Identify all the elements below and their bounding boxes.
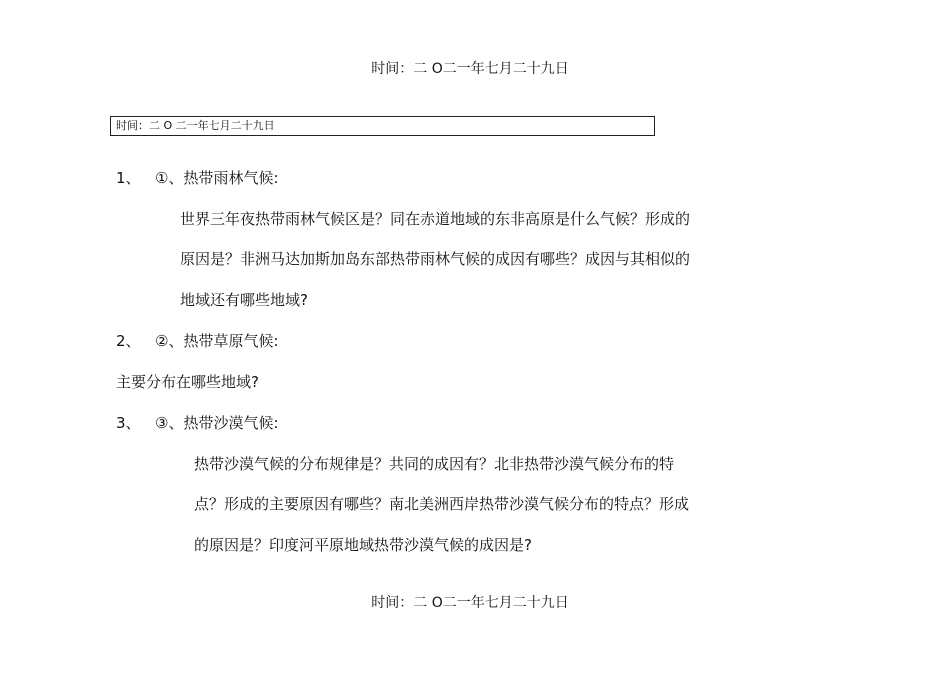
section-3-line-2: 点？形成的主要原因有哪些？南北美洲西岸热带沙漠气候分布的特点？形成: [194, 495, 690, 513]
section-1-number: 1、: [116, 169, 141, 187]
section-1-title: ①、热带雨林气候:: [155, 169, 279, 187]
section-3-title: ③、热带沙漠气候:: [155, 414, 279, 432]
section-1-line-2: 原因是？非洲马达加斯加岛东部热带雨林气候的成因有哪些？成因与其相似的: [180, 250, 691, 268]
boxed-header-date: 时间：二 O 二一年七月二十九日: [110, 116, 655, 136]
page-header-date: 时间：二 O二一年七月二十九日: [371, 61, 569, 77]
section-2-title: ②、热带草原气候:: [155, 332, 279, 350]
section-2-number: 2、: [116, 332, 141, 350]
section-3-number: 3、: [116, 414, 141, 432]
section-3-line-1: 热带沙漠气候的分布规律是？共同的成因有？北非热带沙漠气候分布的特: [194, 455, 675, 473]
section-3-line-3: 的原因是？印度河平原地域热带沙漠气候的成因是?: [194, 536, 532, 554]
section-2-line-1: 主要分布在哪些地域?: [116, 373, 259, 391]
section-1-line-3: 地域还有哪些地域?: [180, 291, 308, 309]
page-footer-date: 时间：二 O二一年七月二十九日: [371, 595, 569, 611]
section-1-line-1: 世界三年夜热带雨林气候区是？同在赤道地域的东非高原是什么气候？形成的: [180, 210, 691, 228]
